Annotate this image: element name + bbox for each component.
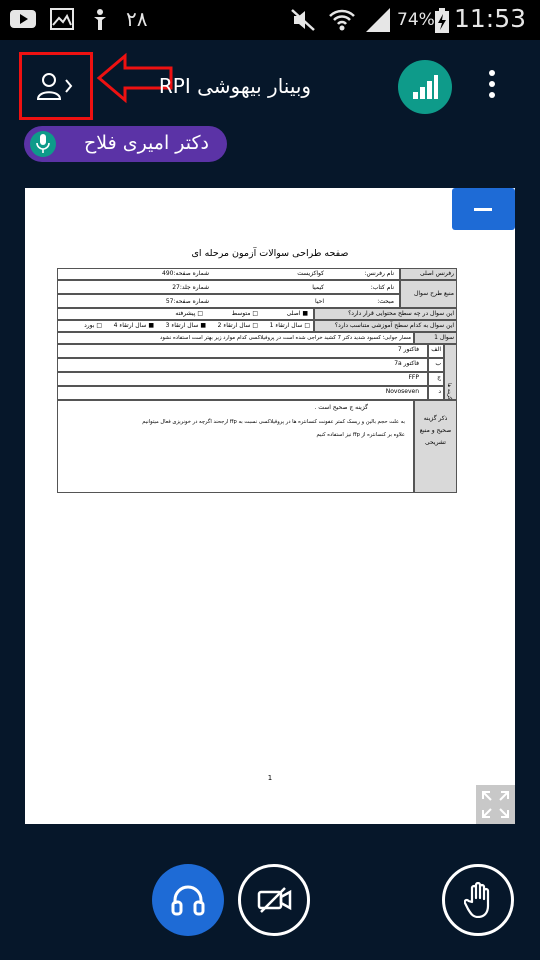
minimize-presentation-button[interactable] xyxy=(452,188,515,230)
youtube-icon xyxy=(10,8,36,30)
option-text: Novoseven xyxy=(57,386,428,400)
option-text: فاکتور 7a xyxy=(57,358,428,372)
form-text: پیشرفته xyxy=(175,310,196,317)
video-off-icon xyxy=(257,886,293,914)
checkbox-checked[interactable]: ■ سال ارتقاء 4 xyxy=(113,322,154,329)
talking-indicator xyxy=(24,126,227,162)
form-text: اصلی xyxy=(286,310,301,317)
option-letter: ج xyxy=(428,372,444,386)
form-text: بورد xyxy=(84,322,95,329)
option-letter: ب xyxy=(428,358,444,372)
form-text: نام کتاب: xyxy=(370,284,394,291)
checkbox[interactable]: □ سال ارتقاء 1 xyxy=(269,322,310,329)
explanation-label: ذکر گزینه صحیح و منبع تشریحی xyxy=(414,400,457,493)
wifi-icon xyxy=(328,8,356,32)
gallery-icon xyxy=(50,8,74,30)
status-bar xyxy=(0,0,540,40)
expand-icon xyxy=(482,791,509,818)
form-text: شماره جلد:27 xyxy=(172,284,209,291)
form-text: کواکزیست xyxy=(297,270,324,277)
clock: 11:53 xyxy=(453,4,526,33)
document-title: صفحه طراحی سوالات آزمون مرحله ای xyxy=(191,248,349,259)
form-label: این سوال در چه سطح محتوایی قرار دارد؟ xyxy=(314,308,457,320)
form-text: سال ارتقاء 2 xyxy=(217,322,251,329)
option-letter: الف xyxy=(428,344,444,358)
form-text: نام رفرنس: xyxy=(364,270,394,277)
fullscreen-button[interactable] xyxy=(476,785,515,824)
headphones-icon xyxy=(171,884,205,916)
accessibility-icon xyxy=(88,8,112,32)
form-row xyxy=(57,320,314,332)
checkbox[interactable]: □ سال ارتقاء 2 xyxy=(217,322,258,329)
form-row xyxy=(57,308,314,320)
form-label: منبع طرح سوال xyxy=(400,280,457,308)
form-text: احیا xyxy=(314,298,324,305)
raise-hand-icon xyxy=(464,882,494,918)
presentation-slide[interactable] xyxy=(25,188,515,824)
checkbox[interactable]: □ بورد xyxy=(84,322,102,329)
video-button[interactable] xyxy=(238,864,310,936)
connection-status-button[interactable] xyxy=(398,60,452,114)
checkbox-checked[interactable]: ■ اصلی xyxy=(286,310,308,317)
form-text: شماره صفحه:490 xyxy=(162,270,209,277)
battery-charging-icon xyxy=(434,8,450,34)
battery-percent: 74% xyxy=(397,10,435,30)
audio-button[interactable] xyxy=(152,864,224,936)
option-letter: د xyxy=(428,386,444,400)
option-text: FFP xyxy=(57,372,428,386)
explanation-box xyxy=(57,400,414,493)
form-text: سال ارتقاء 1 xyxy=(269,322,303,329)
minus-icon xyxy=(474,208,492,211)
question-label: سوال 1 xyxy=(414,332,457,344)
option-text: فاکتور 7 xyxy=(57,344,428,358)
form-row xyxy=(57,268,400,280)
explanation-line: به علت حجم بالین و ریسک کمتر عفونت کنسانتره ها در پروفیلاکسی نسبت به ffp ارجحند اگرچه در خونریزی فعال میتوانیم xyxy=(142,419,405,425)
form-label: رفرنس اصلی xyxy=(400,268,457,280)
checkbox-checked[interactable]: ■ سال ارتقاء 3 xyxy=(165,322,206,329)
microphone-icon xyxy=(30,131,56,157)
form-row xyxy=(57,294,400,308)
form-text: سال ارتقاء 4 xyxy=(113,322,147,329)
meeting-title: وبینار بیهوشی RPI xyxy=(158,74,312,98)
form-text: کیمیا xyxy=(312,284,324,291)
mute-icon xyxy=(290,8,316,32)
explanation-line: گزینه ج صحیح است . xyxy=(314,404,368,411)
user-icon xyxy=(36,72,80,102)
more-options-icon[interactable] xyxy=(482,70,502,102)
signal-icon xyxy=(366,8,392,32)
options-label: گزینه ها xyxy=(444,344,457,400)
signal-bars-icon xyxy=(412,74,438,100)
question-text: مسار جوابی؛ کسبود شدید دکتر 7 کشید خراجی شده است در پروفیلاکسی کدام موارد زیر بهتر است استفاده نشود xyxy=(57,332,414,344)
page-number: 1 xyxy=(267,774,273,782)
users-list-button[interactable] xyxy=(19,52,93,120)
checkbox[interactable]: □ متوسط xyxy=(231,310,258,317)
checkbox[interactable]: □ پیشرفته xyxy=(175,310,203,317)
date-day: ۲۸ xyxy=(126,7,148,31)
talker-name: دکتر امیری فلاح xyxy=(83,132,209,154)
form-row xyxy=(57,280,400,294)
question-form-table xyxy=(57,268,457,493)
form-text: شماره صفحه:57 xyxy=(165,298,209,305)
form-label: این سوال به کدام سطح آموزشی متناسب دارد؟ xyxy=(314,320,457,332)
raise-hand-button[interactable] xyxy=(442,864,514,936)
form-text: سال ارتقاء 3 xyxy=(165,322,199,329)
form-text: مبحث: xyxy=(377,298,394,305)
form-text: متوسط xyxy=(231,310,251,317)
explanation-line: علاوه بر کنسانتره از ffp نیز استفاده کنیم xyxy=(316,432,405,438)
